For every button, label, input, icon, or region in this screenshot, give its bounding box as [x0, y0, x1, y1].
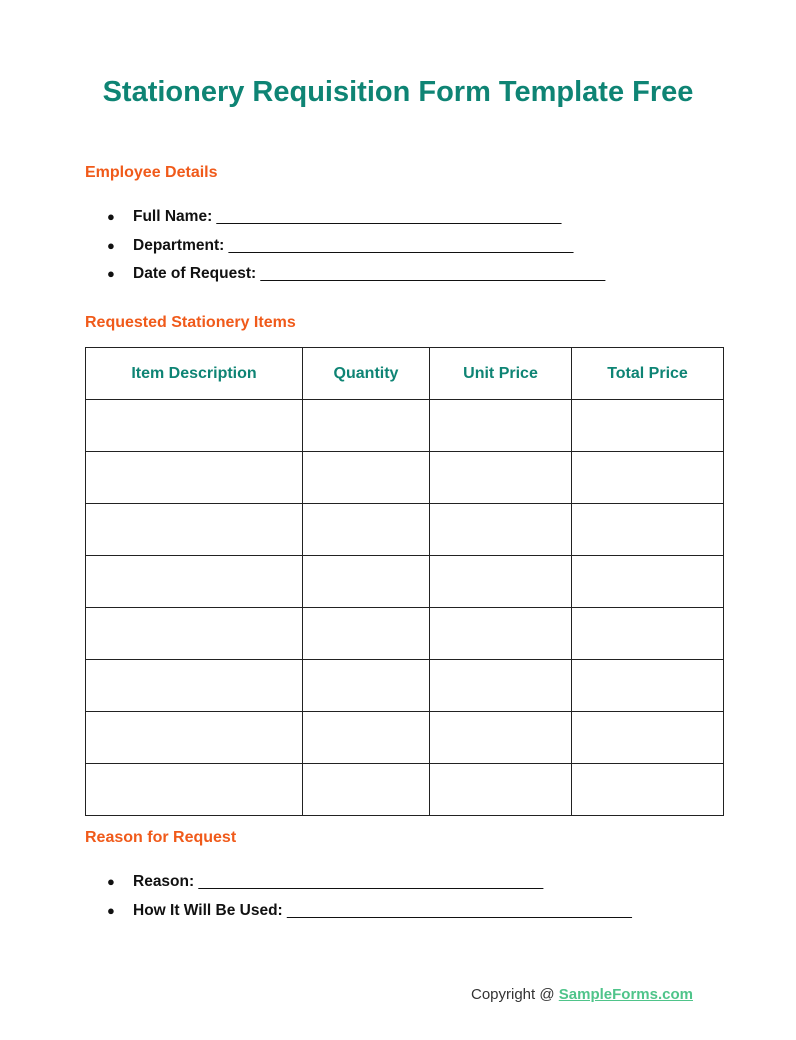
unit-price-cell[interactable] [430, 400, 572, 452]
copyright-footer [471, 986, 693, 1003]
bullet-icon: ● [107, 902, 115, 918]
copyright-prefix: Copyright @ [471, 986, 559, 1003]
quantity-cell[interactable] [303, 608, 430, 660]
column-header-unit-price: Unit Price [430, 348, 572, 400]
reason-field [107, 872, 632, 901]
total-price-cell[interactable] [572, 764, 724, 816]
unit-price-cell[interactable] [430, 608, 572, 660]
table-row [86, 556, 724, 608]
how-used-blank[interactable]: ________________________________________ [287, 901, 632, 919]
table-row [86, 504, 724, 556]
reason-label: Reason: [133, 873, 195, 890]
date-of-request-field [107, 264, 605, 293]
item-description-cell[interactable] [86, 556, 303, 608]
bullet-icon: ● [107, 874, 115, 889]
requested-items-table [85, 347, 724, 816]
total-price-cell[interactable] [572, 556, 724, 608]
requested-items-heading: Requested Stationery Items [85, 314, 296, 331]
table-row [86, 452, 724, 504]
item-description-cell[interactable] [86, 712, 303, 764]
reason-list [107, 872, 632, 929]
reason-for-request-heading: Reason for Request [85, 829, 237, 846]
full-name-label: Full Name: [133, 208, 213, 225]
column-header-item-description: Item Description [86, 348, 303, 400]
bullet-icon: ● [107, 209, 115, 224]
table-header-row [86, 348, 724, 400]
column-header-total-price: Total Price [572, 348, 724, 400]
total-price-cell[interactable] [572, 452, 724, 504]
department-blank[interactable]: ________________________________________ [228, 236, 574, 254]
total-price-cell[interactable] [572, 660, 724, 712]
unit-price-cell[interactable] [430, 660, 572, 712]
table-row [86, 660, 724, 712]
unit-price-cell[interactable] [430, 712, 572, 764]
total-price-cell[interactable] [572, 504, 724, 556]
total-price-cell[interactable] [572, 608, 724, 660]
unit-price-cell[interactable] [430, 504, 572, 556]
table-row [86, 764, 724, 816]
department-field [107, 236, 605, 265]
quantity-cell[interactable] [303, 660, 430, 712]
quantity-cell[interactable] [303, 452, 430, 504]
item-description-cell[interactable] [86, 504, 303, 556]
how-used-label: How It Will Be Used: [133, 901, 283, 919]
item-description-cell[interactable] [86, 608, 303, 660]
sampleforms-link[interactable]: SampleForms.com [558, 986, 693, 1003]
unit-price-cell[interactable] [430, 452, 572, 504]
item-description-cell[interactable] [86, 452, 303, 504]
total-price-cell[interactable] [572, 400, 724, 452]
quantity-cell[interactable] [303, 400, 430, 452]
quantity-cell[interactable] [303, 712, 430, 764]
bullet-icon: ● [107, 266, 115, 281]
table-row [86, 400, 724, 452]
date-of-request-label: Date of Request: [133, 265, 257, 282]
quantity-cell[interactable] [303, 764, 430, 816]
date-of-request-blank[interactable]: ________________________________________ [260, 265, 606, 282]
department-label: Department: [133, 236, 225, 254]
item-description-cell[interactable] [86, 764, 303, 816]
employee-details-heading: Employee Details [85, 164, 218, 181]
table-row [86, 608, 724, 660]
how-used-field [107, 901, 632, 930]
full-name-field [107, 207, 605, 236]
page-title: Stationery Requisition Form Template Free [102, 76, 694, 108]
item-description-cell[interactable] [86, 660, 303, 712]
total-price-cell[interactable] [572, 712, 724, 764]
table-row [86, 712, 724, 764]
item-description-cell[interactable] [86, 400, 303, 452]
bullet-icon: ● [107, 237, 115, 253]
unit-price-cell[interactable] [430, 556, 572, 608]
reason-blank[interactable]: ________________________________________ [198, 873, 544, 890]
quantity-cell[interactable] [303, 556, 430, 608]
column-header-quantity: Quantity [303, 348, 430, 400]
unit-price-cell[interactable] [430, 764, 572, 816]
employee-details-list [107, 207, 605, 293]
quantity-cell[interactable] [303, 504, 430, 556]
full-name-blank[interactable]: ________________________________________ [216, 208, 562, 225]
